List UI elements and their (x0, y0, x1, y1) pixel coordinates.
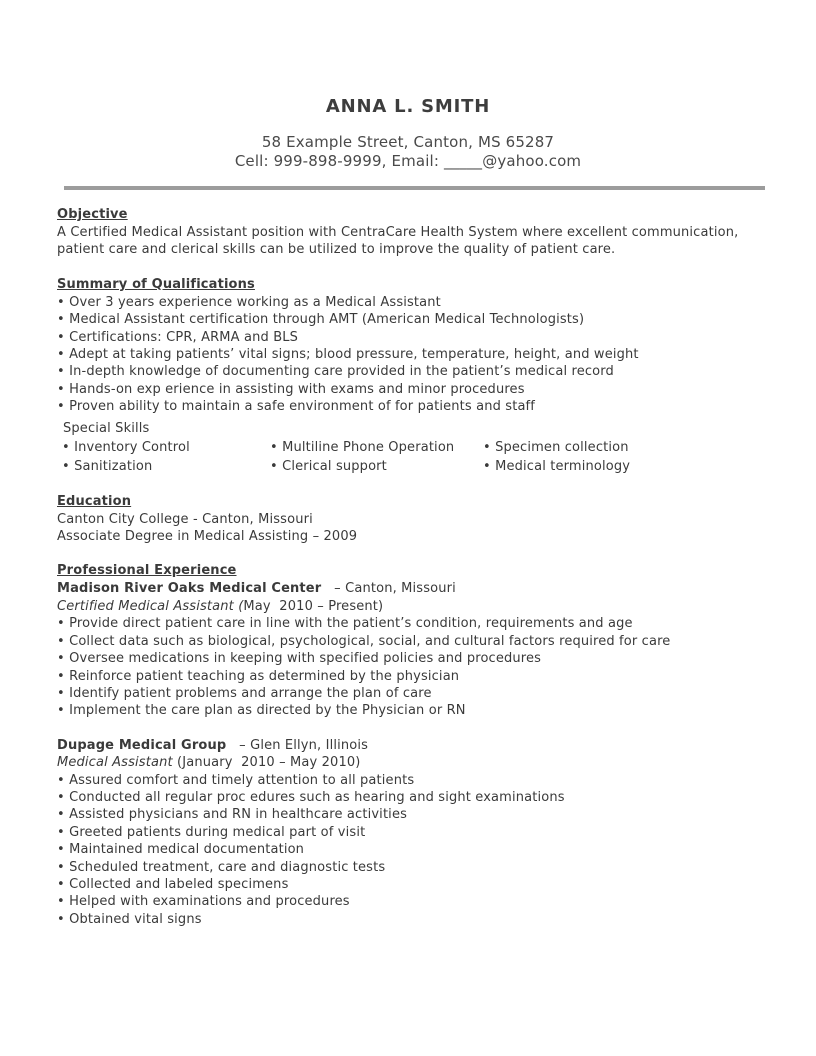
job-duty: • Greeted patients during medical part of visit (57, 824, 366, 840)
summary-item: • Medical Assistant certification through AMT (American Medical Technologists) (57, 312, 585, 328)
job-duty: • Provide direct patient care in line with the patient’s condition, requirements and age (57, 616, 633, 632)
education-heading: Education (57, 493, 132, 509)
job-duty: • Implement the care plan as directed by the Physician or RN (57, 703, 466, 719)
contact-line: Cell: 999-898-9999, Email: _____@yahoo.com (234, 152, 582, 170)
skill-item: • Sanitization (62, 458, 153, 474)
job-duty: • Collect data such as biological, psychological, social, and cultural factors required for care (57, 633, 671, 649)
summary-item: • Adept at taking patients’ vital signs; blood pressure, temperature, height, and weight (57, 347, 639, 363)
experience-heading: Professional Experience (57, 563, 237, 579)
summary-item: • Proven ability to maintain a safe environment of for patients and staff (57, 399, 536, 415)
job-duty: • Identify patient problems and arrange the plan of care (57, 685, 432, 701)
job-duty: • Scheduled treatment, care and diagnostic tests (57, 859, 386, 875)
job-header (57, 737, 757, 754)
employer-name: Madison River Oaks Medical Center (57, 581, 322, 597)
skill-item: • Medical terminology (483, 458, 631, 474)
job-dates: (January 2010 – May 2010) (172, 755, 361, 771)
job-duty: • Obtained vital signs (57, 911, 202, 927)
summary-heading: Summary of Qualifications (57, 276, 255, 292)
candidate-name: ANNA L. SMITH (325, 96, 491, 117)
job-entry (57, 737, 757, 928)
summary-item: • Hands-on exp erience in assisting with exams and minor procedures (57, 381, 525, 397)
skill-item: • Specimen collection (483, 439, 629, 455)
address-line: 58 Example Street, Canton, MS 65287 (261, 133, 555, 151)
objective-line: A Certified Medical Assistant position with CentraCare Health System where excellent communication, (57, 225, 739, 240)
job-dates: May 2010 – Present) (243, 598, 384, 614)
job-role: Certified Medical Assistant ( (57, 598, 244, 614)
job-role-line (57, 754, 757, 771)
objective-line: patient care and clerical skills can be utilized to improve the quality of patient care. (57, 242, 616, 258)
special-skills-heading: Special Skills (63, 420, 150, 436)
skill-item: • Clerical support (270, 458, 387, 474)
job-entry (57, 580, 757, 719)
job-role-line (57, 598, 757, 615)
skill-item: • Multiline Phone Operation (270, 439, 455, 455)
job-duty: • Oversee medications in keeping with specified policies and procedures (57, 651, 542, 667)
summary-item: • Over 3 years experience working as a Medical Assistant (57, 294, 441, 310)
job-duty: • Assisted physicians and RN in healthcare activities (57, 807, 408, 823)
header-divider (64, 186, 765, 190)
summary-item: • Certifications: CPR, ARMA and BLS (57, 329, 299, 345)
summary-item: • In-depth knowledge of documenting care provided in the patient’s medical record (57, 364, 614, 380)
job-duty: • Conducted all regular proc edures such as hearing and sight examinations (57, 789, 565, 805)
employer-name: Dupage Medical Group (57, 737, 227, 753)
job-duty: • Helped with examinations and procedures (57, 894, 350, 910)
job-header (57, 580, 757, 597)
job-location: – Glen Ellyn, Illinois (226, 737, 369, 753)
resume-body (57, 206, 757, 928)
skill-item: • Inventory Control (62, 439, 190, 455)
job-duty: • Reinforce patient teaching as determined by the physician (57, 668, 460, 684)
education-line: Canton City College - Canton, Missouri (57, 511, 313, 527)
job-duty: • Collected and labeled specimens (57, 876, 289, 892)
job-duty: • Maintained medical documentation (57, 842, 305, 858)
objective-heading: Objective (57, 207, 128, 222)
job-role: Medical Assistant (57, 755, 173, 771)
special-skills-grid (62, 438, 757, 476)
job-location: – Canton, Missouri (321, 581, 456, 597)
education-line: Associate Degree in Medical Assisting – 2009 (57, 529, 358, 545)
job-duty: • Assured comfort and timely attention to all patients (57, 772, 415, 788)
